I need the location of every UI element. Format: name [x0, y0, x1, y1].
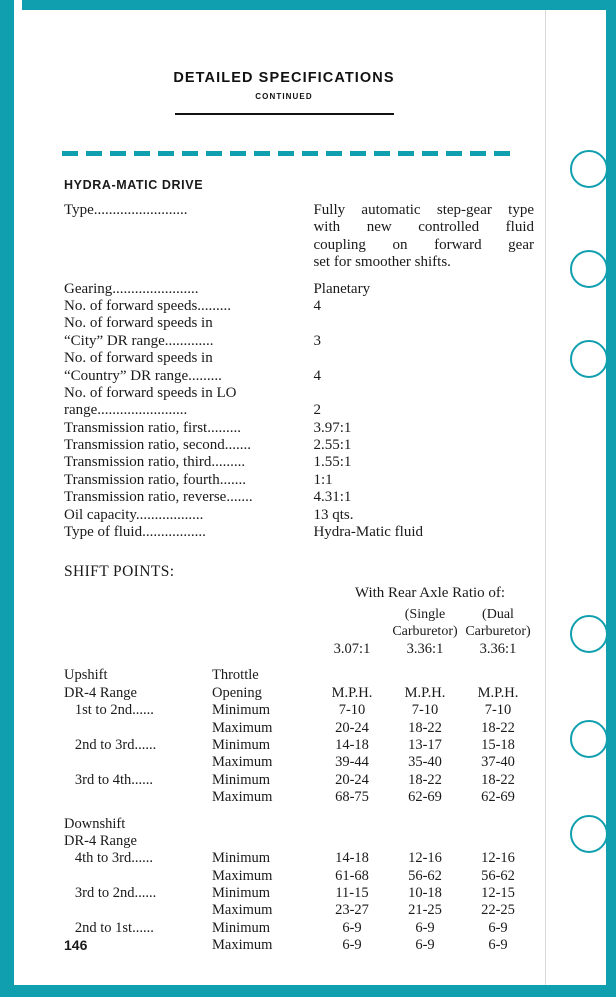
spec-value-empty [313, 385, 534, 402]
header-blank [64, 624, 212, 641]
shift-label [64, 902, 212, 919]
spec-label: Transmission ratio, fourth....... [64, 471, 246, 488]
page-border-right [606, 0, 616, 997]
axle-ratio-heading: With Rear Axle Ratio of: [354, 585, 506, 602]
section-heading: HYDRA-MATIC DRIVE [64, 178, 204, 192]
shift-label: 1st to 2nd...... [64, 702, 154, 719]
mph-value: 18-22 [408, 719, 442, 736]
table-row [64, 420, 534, 437]
table-row [64, 315, 534, 332]
spec-value-empty [313, 350, 534, 367]
binder-ring-hole [570, 815, 608, 853]
binder-ring-hole [570, 720, 608, 758]
spec-label: Transmission ratio, first......... [64, 419, 241, 436]
header-blank [64, 607, 212, 624]
mph-value: 20-24 [335, 719, 369, 736]
mph-value: 6-9 [342, 919, 362, 936]
shift-label: 4th to 3rd...... [64, 850, 154, 867]
mph-value: 62-69 [408, 789, 442, 806]
table-row [64, 754, 534, 771]
ratio-header: 3.36:1 [406, 641, 444, 658]
spec-value: 1:1 [313, 471, 333, 488]
spec-value-line: set for smoother shifts. [313, 254, 451, 271]
throttle-value: Minimum [212, 885, 271, 902]
throttle-value: Minimum [212, 919, 271, 936]
mph-value: 20-24 [335, 771, 369, 788]
table-row [64, 885, 534, 902]
throttle-value: Maximum [212, 789, 273, 806]
carb-header [316, 607, 388, 624]
mph-value: 18-22 [481, 771, 515, 788]
table-row [64, 789, 534, 806]
throttle-heading: Throttle [212, 667, 259, 684]
spec-value: 13 qts. [313, 506, 354, 523]
table-header-row [64, 607, 534, 624]
mph-value: 12-16 [481, 850, 515, 867]
carb-header: (Single [404, 607, 446, 623]
page-border-top [0, 0, 616, 10]
table-row [64, 489, 534, 506]
mph-value: 6-9 [488, 919, 508, 936]
table-row [64, 202, 534, 272]
spacer-row [64, 272, 534, 281]
blank-cell [316, 833, 388, 850]
mph-value: 14-18 [335, 736, 369, 753]
table-row [64, 472, 534, 489]
header-blank [212, 624, 316, 641]
header-blank [64, 641, 212, 658]
spec-value: 3.97:1 [313, 419, 352, 436]
spec-label: No. of forward speeds......... [64, 297, 232, 314]
shift-label [64, 789, 212, 806]
mph-value: 12-16 [408, 850, 442, 867]
spec-value: 4 [313, 367, 321, 384]
mph-value: 61-68 [335, 867, 369, 884]
shift-label [64, 754, 212, 771]
throttle-value: Maximum [212, 719, 273, 736]
units-header: M.P.H. [404, 684, 446, 701]
spec-value-line: with new controlled fluid [313, 219, 534, 236]
mph-value: 7-10 [484, 702, 512, 719]
downshift-heading: Downshift [64, 815, 126, 832]
mph-value: 39-44 [335, 754, 369, 771]
dashed-divider [62, 151, 514, 156]
spec-label: Oil capacity.................. [64, 506, 204, 523]
binder-ring-hole [570, 150, 608, 188]
table-row [64, 437, 534, 454]
mph-value: 15-18 [481, 736, 515, 753]
table-row [64, 720, 534, 737]
upshift-heading: Upshift [64, 667, 108, 684]
table-header-row [64, 685, 534, 702]
table-row [64, 772, 534, 789]
mph-value: 56-62 [481, 867, 515, 884]
throttle-value: Minimum [212, 850, 271, 867]
table-header-row [64, 816, 534, 833]
throttle-value: Minimum [212, 736, 271, 753]
shift-points-heading: SHIFT POINTS: [64, 563, 175, 581]
binder-ring-hole [570, 250, 608, 288]
table-header-row [64, 641, 534, 658]
specifications-table [64, 202, 534, 541]
mph-value: 35-40 [408, 754, 442, 771]
blank-cell [388, 667, 462, 684]
blank-cell [462, 816, 534, 833]
mph-value: 6-9 [488, 937, 508, 954]
spec-label: Gearing....................... [64, 280, 199, 297]
page-header [22, 10, 546, 115]
spec-value: 2 [313, 402, 321, 419]
spec-label-cont: “City” DR range............. [64, 332, 214, 349]
throttle-value: Minimum [212, 702, 271, 719]
spec-value: 2.55:1 [313, 437, 352, 454]
blank-cell [316, 816, 388, 833]
mph-value: 13-17 [408, 736, 442, 753]
mph-value: 18-22 [481, 719, 515, 736]
page-border-left-inner [14, 0, 22, 997]
table-row [64, 702, 534, 719]
carb-header-cont: Carburetor) [392, 624, 458, 640]
carb-header-cont: Carburetor) [465, 624, 531, 640]
blank-cell [388, 833, 462, 850]
table-row [64, 454, 534, 471]
opening-heading: Opening [212, 684, 262, 701]
table-row [64, 368, 534, 385]
shift-points-table [64, 607, 534, 954]
shift-label: 2nd to 3rd...... [64, 736, 157, 753]
mph-value: 11-15 [335, 885, 369, 902]
table-row [64, 507, 534, 524]
table-row [64, 402, 534, 419]
range-heading: DR-4 Range [64, 684, 137, 701]
mph-value: 6-9 [342, 937, 362, 954]
table-row [64, 350, 534, 367]
mph-value: 22-25 [481, 902, 515, 919]
throttle-value: Maximum [212, 754, 273, 771]
spec-label-cont: “Country” DR range......... [64, 367, 222, 384]
ratio-header: 3.07:1 [333, 641, 371, 658]
table-row [64, 281, 534, 298]
table-row [64, 298, 534, 315]
spec-label: Type......................... [64, 202, 188, 218]
table-row [64, 333, 534, 350]
table-row [64, 737, 534, 754]
spec-label: No. of forward speeds in [64, 350, 213, 367]
spec-value: 3 [313, 332, 321, 349]
mph-value: 56-62 [408, 867, 442, 884]
throttle-value: Maximum [212, 902, 273, 919]
throttle-value: Maximum [212, 867, 273, 884]
table-row [64, 902, 534, 919]
spec-value: Planetary [313, 280, 371, 297]
spec-value-empty [313, 315, 534, 332]
spec-value-line: coupling on forward gear [313, 236, 534, 253]
carb-header-cont [316, 624, 388, 641]
mph-value: 14-18 [335, 850, 369, 867]
blank-cell [316, 667, 388, 684]
header-divider [175, 113, 394, 115]
table-header-row [64, 833, 534, 850]
binder-ring-hole [570, 340, 608, 378]
mph-value: 37-40 [481, 754, 515, 771]
header-blank [212, 641, 316, 658]
page-number: 146 [64, 937, 88, 953]
spec-label: No. of forward speeds in [64, 315, 213, 332]
spacer-row [64, 658, 534, 667]
table-row [64, 850, 534, 867]
binder-margin [545, 10, 606, 985]
blank-cell [388, 816, 462, 833]
spec-label: Transmission ratio, second....... [64, 437, 251, 454]
blank-cell [212, 816, 316, 833]
mph-value: 62-69 [481, 789, 515, 806]
shift-label: 2nd to 1st...... [64, 919, 154, 936]
blank-cell [462, 667, 534, 684]
spec-label: Type of fluid................. [64, 524, 206, 541]
blank-cell [462, 833, 534, 850]
mph-value: 12-15 [481, 885, 515, 902]
spec-value: Hydra-Matic fluid [313, 524, 423, 541]
mph-value: 21-25 [408, 902, 442, 919]
table-row [64, 920, 534, 937]
page-content [22, 10, 546, 985]
page-border-left [0, 0, 14, 997]
mph-value: 6-9 [415, 937, 435, 954]
throttle-value: Minimum [212, 771, 271, 788]
table-header-row [64, 667, 534, 684]
mph-value: 7-10 [411, 702, 439, 719]
spec-value-line: Fully automatic step-gear type [313, 202, 534, 218]
downshift-range-heading: DR-4 Range [64, 832, 137, 849]
shift-label: 3rd to 4th...... [64, 771, 154, 788]
carb-header: (Dual [482, 607, 514, 623]
binder-ring-hole [570, 615, 608, 653]
spec-label-cont: range........................ [64, 402, 188, 419]
table-row [64, 385, 534, 402]
table-header-row [64, 624, 534, 641]
units-header: M.P.H. [477, 684, 519, 701]
shift-label [64, 720, 212, 737]
table-row [64, 937, 534, 954]
page-subtitle: CONTINUED [255, 92, 313, 101]
page-title: DETAILED SPECIFICATIONS [173, 70, 395, 86]
spec-value: 4 [313, 297, 321, 314]
table-row [64, 868, 534, 885]
shift-label: 3rd to 2nd...... [64, 885, 157, 902]
spec-value [313, 202, 534, 272]
mph-value: 10-18 [408, 885, 442, 902]
spec-value: 1.55:1 [313, 454, 352, 471]
ratio-header: 3.36:1 [479, 641, 517, 658]
page-border-bottom [0, 985, 616, 997]
throttle-value: Maximum [212, 937, 273, 954]
spec-value: 4.31:1 [313, 489, 352, 506]
table-row [64, 524, 534, 541]
spec-label: Transmission ratio, reverse....... [64, 489, 253, 506]
mph-value: 68-75 [335, 789, 369, 806]
mph-value: 23-27 [335, 902, 369, 919]
spec-label: No. of forward speeds in LO [64, 384, 237, 401]
blank-cell [212, 833, 316, 850]
units-header: M.P.H. [331, 684, 373, 701]
spec-label: Transmission ratio, third......... [64, 454, 246, 471]
shift-points-section [64, 585, 534, 954]
mph-value: 18-22 [408, 771, 442, 788]
spacer-row [64, 807, 534, 816]
mph-value: 6-9 [415, 919, 435, 936]
shift-label [64, 868, 212, 885]
mph-value: 7-10 [338, 702, 366, 719]
header-blank [212, 607, 316, 624]
